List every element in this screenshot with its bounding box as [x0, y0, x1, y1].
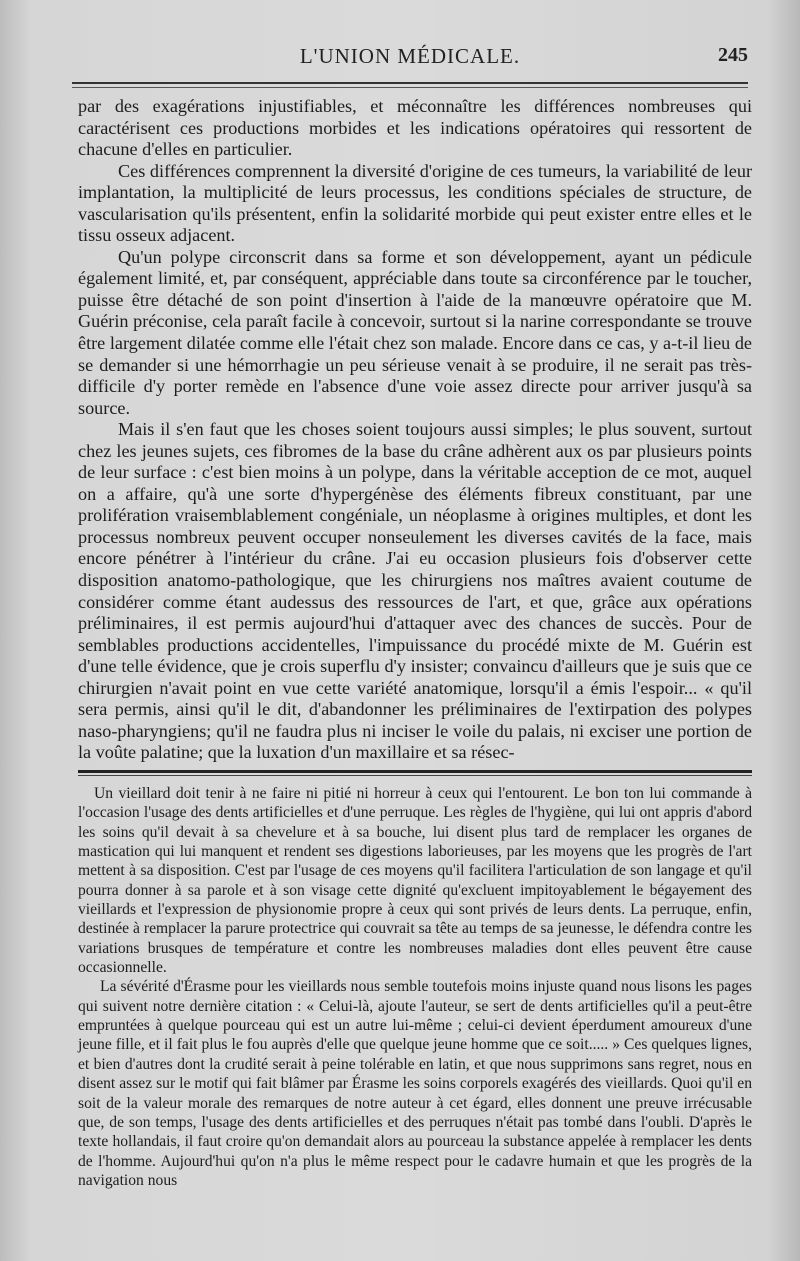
page-number: 245 — [718, 44, 748, 66]
footnote-paragraph: Un vieillard doit tenir à ne faire ni pitié ni horreur à ceux qui l'entourent. Le bon ton lui commande à l'occasion l'usage des dents artificielles et d'une perruque. Les règles de l'hygiène, qui lui ont appris d'abord les soins qu'il devait à sa chevelure et à sa bouche, lui disent plus tard de remplacer les organes de mastication qui lui manquent et rendent ses digestions laborieuses, par les moyens que les progrès de l'art mettent à sa disposition. C'est par l'usage de ces moyens qu'il facilitera l'articulation de son langage et qu'il pourra donner à sa parole et à son visage cette dignité qu'excluent impitoyablement le bégayement des vieillards et l'expression de physionomie propre à ceux qui sont privés de leurs dents. La perruque, enfin, destinée à remplacer la parure protectrice qui couvrait sa tête au temps de sa jeunesse, le défendra contre les variations brusques de température et contre les nombreuses maladies dont elles peuvent être cause occasionnelle. — [78, 785, 752, 977]
main-paragraph: Mais il s'en faut que les choses soient toujours aussi simples; le plus souvent, surtout chez les jeunes sujets, ces fibromes de la base du crâne adhèrent aux os par plusieurs points de leur surface : c'est bien moins à un polype, dans la véritable acception de ce mot, auquel on a affaire, qu'à une sorte d'hypergénèse des éléments fibreux constituant, par une prolifération vraisemblablement congéniale, un néoplasme à origines multiples, et dont les processus nombreux peuvent occuper nonseulement les diverses cavités de la face, mais encore pénétrer à l'intérieur du crâne. J'ai eu occasion plusieurs fois d'observer cette disposition anatomo-pathologique, que les chirurgiens nos maîtres avaient coutume de considérer comme étant audessus des ressources de l'art, et que, grâce aux opérations préliminaires, il est permis aujourd'hui d'attaquer avec des chances de succès. Pour de semblables productions accidentelles, l'impuissance du procédé mixte de M. Guérin est d'une telle évidence, que je crois superflu d'y insister; convaincu d'ailleurs que je suis que ce chirurgien n'avait point en vue cette variété anatomique, lorsqu'il a émis l'espoir... « qu'il sera permis, ainsi qu'il le dit, d'abandonner les préliminaires de l'extirpation des polypes naso-pharyngiens; qu'il ne faudra plus ni inciser le voile du palais, ni exciser une portion de la voûte palatine; que la luxation d'un maxillaire et sa résec- — [78, 419, 752, 763]
footnote-divider-thin — [78, 775, 752, 776]
main-paragraph: Qu'un polype circonscrit dans sa forme et son développement, ayant un pédicule également limité, et, par conséquent, appréciable dans toute sa circonférence par le toucher, puisse être détaché de son point d'insertion à l'aide de la manœuvre opératoire que M. Guérin préconise, cela paraît facile à concevoir, surtout si la narine correspondante se trouve être largement dilatée comme elle l'était chez son malade. Encore dans ce cas, y a-t-il lieu de se demander si une hémorrhagie un peu sérieuse venait à se produire, il ne serait pas très-difficile d'y porter remède en l'absence d'une voie assez directe pour arriver jusqu'à sa source. — [78, 246, 752, 418]
footnote-text — [78, 784, 752, 1190]
header-rule-thin — [72, 87, 748, 88]
footnote-paragraph: La sévérité d'Érasme pour les vieillards nous semble toutefois moins injuste quand nous lisons les pages qui suivent notre dernière citation : « Celui-là, ajoute l'auteur, se sert de dents artificielles qu'il a peut-être empruntées à quelque pourceau qui est un autre lui-même ; celui-ci devient éperdument amoureux d'une jeune fille, et il fait plus le fou auprès d'elle que quelque jeune homme que ce soit..... » Ces quelques lignes, et bien d'autres dont la crudité serait à peine tolérable en latin, et que nous supprimons sans regret, nous en disent assez sur le motif qui fait blâmer par Érasme les soins corporels exagérés des vieillards. Quoi qu'il en soit de la valeur morale des remarques de notre auteur à cet égard, elles donnent une preuve irrécusable que, de son temps, l'usage des dents artificielles et des perruques n'était pas tombé dans l'oubli. D'après le texte hollandais, il faut croire qu'on demandait alors au pourceau la substance appelée à remplacer les dents de l'homme. Aujourd'hui qu'on n'a plus le même respect pour le cadavre humain et que les progrès de la navigation nous — [78, 978, 752, 1189]
main-paragraph: par des exagérations injustifiables, et méconnaître les différences nombreuses qui caractérisent ces productions morbides et les indications opératoires qui ressortent de chacune d'elles en particulier. — [78, 96, 752, 160]
running-title: L'UNION MÉDICALE. — [299, 44, 521, 68]
main-text — [78, 96, 752, 764]
page-header — [72, 38, 748, 78]
main-paragraph: Ces différences comprennent la diversité d'origine de ces tumeurs, la variabilité de leur implantation, la multiplicité de leurs processus, les conditions spéciales de structure, de vascularisation qu'ils présentent, enfin la solidarité morbide qui peut exister entre elles et le tissu osseux adjacent. — [78, 160, 752, 246]
footnote-divider — [78, 770, 752, 773]
header-rule — [72, 82, 748, 84]
